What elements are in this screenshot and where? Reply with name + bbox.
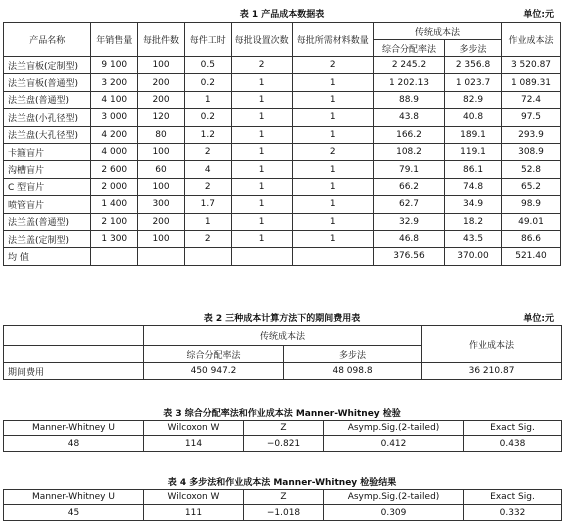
product-name-cell: 法兰盲板(定制型) bbox=[4, 57, 91, 74]
data-cell: 79.1 bbox=[373, 161, 444, 178]
data-cell: 108.2 bbox=[373, 143, 444, 160]
table-row bbox=[4, 74, 561, 91]
data-cell: 1.7 bbox=[184, 196, 231, 213]
table2-unit: 单位:元 bbox=[523, 314, 554, 324]
t3-value-w: 114 bbox=[144, 436, 244, 452]
data-cell: 86.6 bbox=[501, 230, 560, 247]
table-row bbox=[4, 143, 561, 160]
product-cost-table bbox=[3, 22, 561, 266]
data-cell: 100 bbox=[138, 143, 185, 160]
data-cell: 3 200 bbox=[91, 74, 138, 91]
data-cell: 43.5 bbox=[445, 230, 502, 247]
t2-value-step: 48 098.8 bbox=[284, 363, 422, 380]
data-cell: 2 bbox=[184, 178, 231, 195]
t2-header-alloc: 综合分配率法 bbox=[144, 346, 284, 363]
header-step: 多步法 bbox=[445, 40, 502, 57]
data-cell: 2 bbox=[292, 143, 373, 160]
data-cell: 1 400 bbox=[91, 196, 138, 213]
data-cell: 74.8 bbox=[445, 178, 502, 195]
data-cell: 3 520.87 bbox=[501, 57, 560, 74]
empty-cell bbox=[292, 248, 373, 265]
t2-value-abc: 36 210.87 bbox=[422, 363, 562, 380]
data-cell: 52.8 bbox=[501, 161, 560, 178]
data-cell: 2 000 bbox=[91, 178, 138, 195]
table-row bbox=[4, 126, 561, 143]
data-cell: 2 bbox=[231, 57, 292, 74]
data-cell: 34.9 bbox=[445, 196, 502, 213]
data-cell: 1 089.31 bbox=[501, 74, 560, 91]
average-value: 376.56 bbox=[373, 248, 444, 265]
data-cell: 1 bbox=[292, 213, 373, 230]
t4-value-asymp: 0.309 bbox=[324, 505, 464, 521]
product-name-cell: C 型盲片 bbox=[4, 178, 91, 195]
t3-header-z: Z bbox=[244, 421, 324, 436]
data-cell: 9 100 bbox=[91, 57, 138, 74]
data-cell: 1 bbox=[231, 126, 292, 143]
data-cell: 0.2 bbox=[184, 109, 231, 126]
data-cell: 2 bbox=[184, 143, 231, 160]
data-cell: 200 bbox=[138, 74, 185, 91]
data-cell: 49.01 bbox=[501, 213, 560, 230]
t3-header-asymp: Asymp.Sig.(2-tailed) bbox=[324, 421, 464, 436]
data-cell: 1 bbox=[231, 109, 292, 126]
period-expense-table bbox=[3, 325, 562, 380]
data-cell: 100 bbox=[138, 230, 185, 247]
t4-header-z: Z bbox=[244, 490, 324, 505]
header-hours: 每件工时 bbox=[184, 23, 231, 57]
data-cell: 0.5 bbox=[184, 57, 231, 74]
product-name-cell: 喷管盲片 bbox=[4, 196, 91, 213]
empty-cell bbox=[91, 248, 138, 265]
data-cell: 308.9 bbox=[501, 143, 560, 160]
t3-header-u: Manner-Whitney U bbox=[4, 421, 144, 436]
table-row bbox=[4, 91, 561, 108]
data-cell: 80 bbox=[138, 126, 185, 143]
header-product: 产品名称 bbox=[4, 23, 91, 57]
data-cell: 200 bbox=[138, 91, 185, 108]
product-name-cell: 沟槽盲片 bbox=[4, 161, 91, 178]
t3-value-z: −0.821 bbox=[244, 436, 324, 452]
data-cell: 166.2 bbox=[373, 126, 444, 143]
table-row bbox=[4, 109, 561, 126]
data-cell: 4 bbox=[184, 161, 231, 178]
t4-header-w: Wilcoxon W bbox=[144, 490, 244, 505]
table4-caption: 表 4 多步法和作业成本法 Manner-Whitney 检验结果 bbox=[167, 478, 397, 488]
t4-header-u: Manner-Whitney U bbox=[4, 490, 144, 505]
table-row bbox=[4, 196, 561, 213]
data-cell: 300 bbox=[138, 196, 185, 213]
product-name-cell: 法兰盖(普通型) bbox=[4, 213, 91, 230]
data-cell: 2 356.8 bbox=[445, 57, 502, 74]
data-cell: 72.4 bbox=[501, 91, 560, 108]
t2-header-abc: 作业成本法 bbox=[422, 326, 562, 363]
table-row bbox=[4, 57, 561, 74]
product-name-cell: 法兰盖(定制型) bbox=[4, 230, 91, 247]
product-name-cell: 法兰盘(小孔径型) bbox=[4, 109, 91, 126]
product-name-cell: 卡箍盲片 bbox=[4, 143, 91, 160]
t4-value-exact: 0.332 bbox=[464, 505, 562, 521]
data-cell: 88.9 bbox=[373, 91, 444, 108]
data-cell: 2 bbox=[184, 230, 231, 247]
product-name-cell: 法兰盲板(普通型) bbox=[4, 74, 91, 91]
t3-header-w: Wilcoxon W bbox=[144, 421, 244, 436]
data-cell: 66.2 bbox=[373, 178, 444, 195]
header-per-batch: 每批件数 bbox=[138, 23, 185, 57]
data-cell: 4 100 bbox=[91, 91, 138, 108]
t2-header-step: 多步法 bbox=[284, 346, 422, 363]
mw-test-table-alloc bbox=[3, 420, 562, 452]
data-cell: 119.1 bbox=[445, 143, 502, 160]
table3-caption: 表 3 综合分配率法和作业成本法 Manner-Whitney 检验 bbox=[163, 409, 401, 419]
t2-blank-cell bbox=[4, 326, 144, 346]
data-cell: 200 bbox=[138, 213, 185, 230]
mw-test-table-step bbox=[3, 489, 562, 521]
data-cell: 62.7 bbox=[373, 196, 444, 213]
data-cell: 4 000 bbox=[91, 143, 138, 160]
data-cell: 1 bbox=[231, 178, 292, 195]
data-cell: 43.8 bbox=[373, 109, 444, 126]
header-traditional: 传统成本法 bbox=[373, 23, 501, 40]
average-label: 均 值 bbox=[4, 248, 91, 265]
average-value: 521.40 bbox=[501, 248, 560, 265]
table-row bbox=[4, 178, 561, 195]
data-cell: 97.5 bbox=[501, 109, 560, 126]
data-cell: 1 bbox=[292, 109, 373, 126]
data-cell: 86.1 bbox=[445, 161, 502, 178]
data-cell: 1 bbox=[184, 213, 231, 230]
t4-value-w: 111 bbox=[144, 505, 244, 521]
data-cell: 100 bbox=[138, 178, 185, 195]
data-cell: 65.2 bbox=[501, 178, 560, 195]
t2-header-traditional: 传统成本法 bbox=[144, 326, 422, 346]
data-cell: 100 bbox=[138, 57, 185, 74]
data-cell: 1 bbox=[231, 196, 292, 213]
data-cell: 1 bbox=[292, 161, 373, 178]
t4-header-exact: Exact Sig. bbox=[464, 490, 562, 505]
data-cell: 2 bbox=[292, 57, 373, 74]
data-cell: 0.2 bbox=[184, 74, 231, 91]
data-cell: 1.2 bbox=[184, 126, 231, 143]
product-name-cell: 法兰盘(大孔径型) bbox=[4, 126, 91, 143]
data-cell: 1 bbox=[292, 230, 373, 247]
table1-caption: 表 1 产品成本数据表 bbox=[239, 10, 325, 20]
data-cell: 1 bbox=[231, 143, 292, 160]
empty-cell bbox=[138, 248, 185, 265]
data-cell: 1 bbox=[292, 74, 373, 91]
data-cell: 4 200 bbox=[91, 126, 138, 143]
table-row bbox=[4, 161, 561, 178]
average-row bbox=[4, 248, 561, 265]
header-annual-sales: 年销售量 bbox=[91, 23, 138, 57]
t4-value-z: −1.018 bbox=[244, 505, 324, 521]
t2-value-alloc: 450 947.2 bbox=[144, 363, 284, 380]
data-cell: 2 100 bbox=[91, 213, 138, 230]
table1-unit: 单位:元 bbox=[523, 10, 554, 20]
t3-value-asymp: 0.412 bbox=[324, 436, 464, 452]
header-alloc: 综合分配率法 bbox=[373, 40, 444, 57]
data-cell: 1 bbox=[231, 74, 292, 91]
data-cell: 1 bbox=[184, 91, 231, 108]
data-cell: 1 bbox=[231, 91, 292, 108]
data-cell: 1 bbox=[231, 230, 292, 247]
data-cell: 2 245.2 bbox=[373, 57, 444, 74]
t3-header-exact: Exact Sig. bbox=[464, 421, 562, 436]
data-cell: 120 bbox=[138, 109, 185, 126]
t4-value-u: 45 bbox=[4, 505, 144, 521]
data-cell: 1 023.7 bbox=[445, 74, 502, 91]
t2-blank-cell bbox=[4, 346, 144, 363]
data-cell: 1 bbox=[231, 213, 292, 230]
data-cell: 98.9 bbox=[501, 196, 560, 213]
t2-row-label: 期间费用 bbox=[4, 363, 144, 380]
data-cell: 1 bbox=[292, 196, 373, 213]
data-cell: 1 bbox=[292, 126, 373, 143]
empty-cell bbox=[231, 248, 292, 265]
empty-cell bbox=[184, 248, 231, 265]
data-cell: 1 202.13 bbox=[373, 74, 444, 91]
data-cell: 82.9 bbox=[445, 91, 502, 108]
data-cell: 2 600 bbox=[91, 161, 138, 178]
product-name-cell: 法兰盘(普通型) bbox=[4, 91, 91, 108]
header-materials: 每批所需材料数量 bbox=[292, 23, 373, 57]
data-cell: 1 bbox=[292, 91, 373, 108]
data-cell: 1 bbox=[292, 178, 373, 195]
average-value: 370.00 bbox=[445, 248, 502, 265]
table-row bbox=[4, 213, 561, 230]
t3-value-exact: 0.438 bbox=[464, 436, 562, 452]
data-cell: 1 300 bbox=[91, 230, 138, 247]
data-cell: 189.1 bbox=[445, 126, 502, 143]
header-setups: 每批设置次数 bbox=[231, 23, 292, 57]
t4-header-asymp: Asymp.Sig.(2-tailed) bbox=[324, 490, 464, 505]
data-cell: 32.9 bbox=[373, 213, 444, 230]
data-cell: 46.8 bbox=[373, 230, 444, 247]
data-cell: 60 bbox=[138, 161, 185, 178]
data-cell: 18.2 bbox=[445, 213, 502, 230]
t3-value-u: 48 bbox=[4, 436, 144, 452]
table-row bbox=[4, 230, 561, 247]
data-cell: 293.9 bbox=[501, 126, 560, 143]
data-cell: 1 bbox=[231, 161, 292, 178]
header-abc: 作业成本法 bbox=[501, 23, 560, 57]
data-cell: 3 000 bbox=[91, 109, 138, 126]
table2-caption: 表 2 三种成本计算方法下的期间费用表 bbox=[203, 314, 361, 324]
data-cell: 40.8 bbox=[445, 109, 502, 126]
